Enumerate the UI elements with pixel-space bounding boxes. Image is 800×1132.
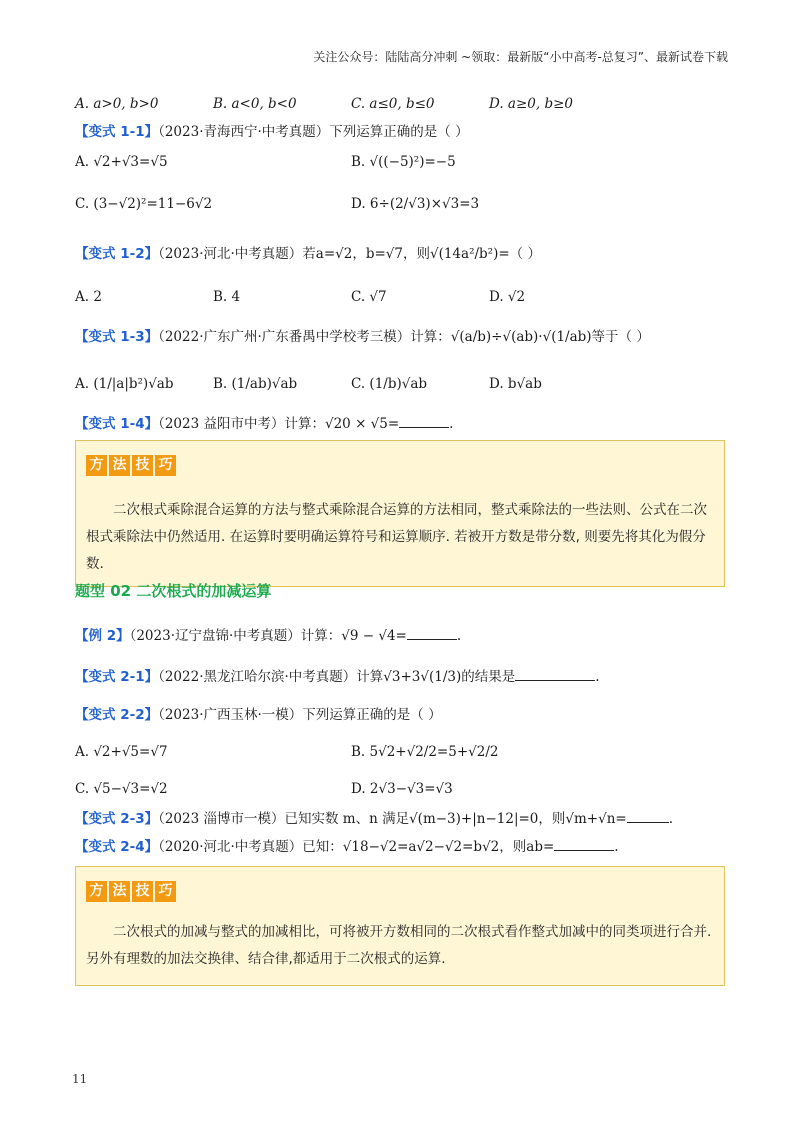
q0-option-d: D. a≥0, b≥0	[489, 96, 573, 112]
question-2-3	[75, 810, 673, 828]
question-stem: （2023·广西玉林·一模）下列运算正确的是（ ）	[158, 707, 442, 723]
q0-option-a: A. a>0, b>0	[75, 96, 159, 112]
q22-options-row2	[75, 781, 453, 798]
badge-char: 巧	[155, 455, 176, 476]
question-1-3	[75, 329, 650, 346]
question-end: .	[668, 811, 674, 827]
answer-blank[interactable]	[407, 627, 457, 640]
badge-char: 技	[132, 455, 153, 476]
q12-option-c: C. √7	[351, 289, 387, 305]
answer-blank[interactable]	[627, 810, 669, 823]
question-tag: 【例 2】	[75, 628, 130, 644]
question-stem: （2023 益阳市中考）计算：√20 × √5=	[158, 416, 400, 432]
badge-char: 法	[109, 881, 130, 902]
question-2-2	[75, 707, 442, 724]
badge-char: 方	[86, 455, 107, 476]
q11-option-c: C. (3−√2)²=11−6√2	[75, 196, 213, 212]
q12-option-b: B. 4	[213, 289, 241, 305]
question-stem: （2023·河北·中考真题）若a=√2，b=√7，则√(14a²/b²)=（ ）	[158, 246, 541, 262]
answer-blank[interactable]	[554, 838, 614, 851]
page-number: 11	[72, 1072, 88, 1086]
answer-blank[interactable]	[399, 415, 449, 428]
question-end: .	[614, 839, 619, 855]
q13-options	[75, 376, 542, 393]
tips-box-1	[75, 440, 725, 587]
section-title: 题型 02 二次根式的加减运算	[75, 582, 272, 600]
q13-option-b: B. (1/ab)√ab	[213, 376, 298, 392]
question-tag: 【变式 2-4】	[75, 839, 159, 855]
q13-option-d: D. b√ab	[489, 376, 542, 392]
question-tag: 【变式 1-4】	[75, 416, 159, 432]
question-tag: 【变式 2-1】	[75, 669, 159, 685]
answer-blank[interactable]	[515, 668, 595, 681]
q0-options	[75, 96, 573, 113]
question-2-4	[75, 838, 619, 856]
example-2	[75, 627, 461, 645]
page-header: 关注公众号：陆陆高分冲刺 ~领取：最新版“小中高考-总复习”、最新试卷下载	[313, 50, 728, 64]
question-2-1	[75, 668, 600, 686]
question-tag: 【变式 1-2】	[75, 246, 159, 262]
badge-char: 巧	[155, 881, 176, 902]
q11-option-a: A. √2+√3=√5	[75, 154, 168, 170]
question-1-1	[75, 124, 469, 141]
tips-text: 二次根式乘除混合运算的方法与整式乘除混合运算的方法相同，整式乘除法的一些法则、公式在二次根式乘除法中仍然适用. 在运算时要明确运算符号和运算顺序. 若被开方数是带分数, 则要先将其化为假分数.	[86, 502, 707, 572]
tips-box-2	[75, 866, 725, 986]
question-tag: 【变式 2-3】	[75, 811, 159, 827]
question-1-2	[75, 246, 541, 263]
q12-options	[75, 289, 525, 306]
question-stem: （2020·河北·中考真题）已知：√18−√2=a√2−√2=b√2，则ab=	[158, 839, 555, 855]
question-stem: （2023 淄博市一模）已知实数 m、n 满足√(m−3)+|n−12|=0，则√m+√n=	[158, 811, 627, 827]
q13-option-c: C. (1/b)√ab	[351, 376, 428, 392]
q0-option-b: B. a<0, b<0	[213, 96, 297, 112]
question-tag: 【变式 1-1】	[75, 124, 159, 140]
question-stem: （2023·青海西宁·中考真题）下列运算正确的是（ ）	[158, 124, 469, 140]
question-stem: （2022·广东广州·广东番禺中学校考三模）计算：√(a/b)÷√(ab)·√(1/ab)等于（ ）	[158, 329, 650, 345]
question-stem: （2022·黑龙江哈尔滨·中考真题）计算√3+3√(1/3)的结果是	[158, 669, 516, 685]
question-tag: 【变式 1-3】	[75, 329, 159, 345]
q11-option-d: D. 6÷(2/√3)×√3=3	[351, 196, 480, 212]
q11-options-row2	[75, 196, 479, 213]
tips-badge	[86, 455, 176, 476]
question-stem: （2023·辽宁盘锦·中考真题）计算：√9 − √4=	[129, 628, 407, 644]
q22-option-b: B. 5√2+√2/2=5+√2/2	[351, 744, 499, 760]
q22-option-a: A. √2+√5=√7	[75, 744, 168, 760]
question-end: .	[595, 669, 600, 685]
badge-char: 技	[132, 881, 153, 902]
question-end: .	[449, 416, 454, 432]
question-end: .	[456, 628, 462, 644]
q11-option-b: B. √((−5)²)=−5	[351, 154, 456, 170]
q22-options-row1	[75, 744, 498, 761]
q0-option-c: C. a≤0, b≤0	[351, 96, 435, 112]
q12-option-a: A. 2	[75, 289, 102, 305]
q11-options-row1	[75, 154, 456, 171]
tips-text: 二次根式的加减与整式的加减相比，可将被开方数相同的二次根式看作整式加减中的同类项进行合并. 另外有理数的加法交换律、结合律,都适用于二次根式的运算.	[86, 924, 712, 967]
tips-badge	[86, 881, 176, 902]
q13-option-a: A. (1/|a|b²)√ab	[75, 376, 174, 392]
question-1-4	[75, 415, 453, 433]
q12-option-d: D. √2	[489, 289, 526, 305]
q22-option-c: C. √5−√3=√2	[75, 781, 168, 797]
question-tag: 【变式 2-2】	[75, 707, 159, 723]
badge-char: 法	[109, 455, 130, 476]
badge-char: 方	[86, 881, 107, 902]
q22-option-d: D. 2√3−√3=√3	[351, 781, 453, 797]
